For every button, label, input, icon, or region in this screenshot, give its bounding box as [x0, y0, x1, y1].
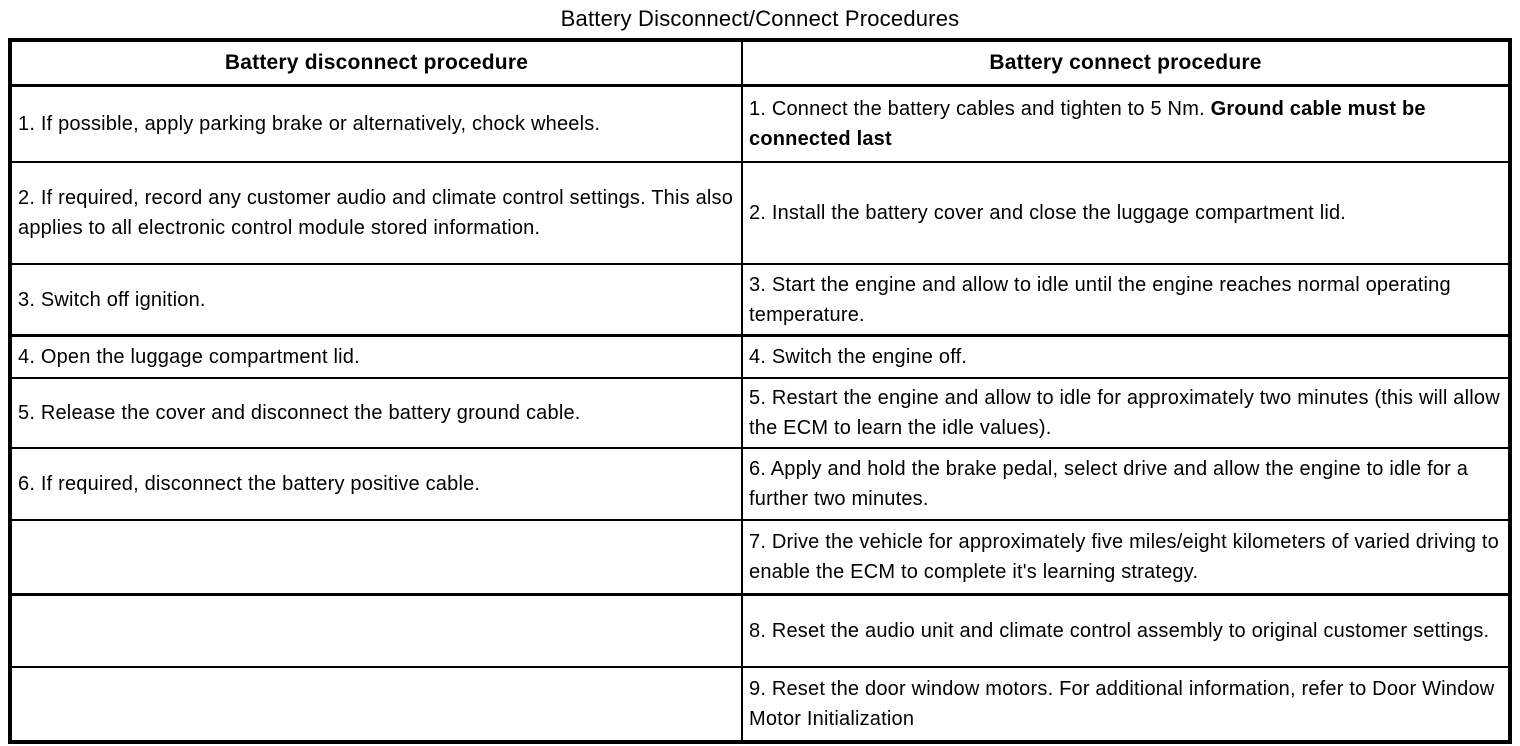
connect-step-8: 8. Reset the audio unit and climate control assembly to original customer settings.	[742, 595, 1510, 668]
disconnect-column-header: Battery disconnect procedure	[10, 40, 742, 86]
table-row	[10, 264, 1510, 336]
connect-step-5: 5. Restart the engine and allow to idle for approximately two minutes (this will allow the ECM to learn the idle values).	[742, 378, 1510, 448]
disconnect-empty-cell-9	[10, 667, 742, 742]
disconnect-empty-cell-8	[10, 595, 742, 668]
table-header-row	[10, 40, 1510, 86]
procedures-table	[8, 38, 1512, 744]
table-row	[10, 667, 1510, 742]
disconnect-step-3: 3. Switch off ignition.	[10, 264, 742, 336]
connect-step-6: 6. Apply and hold the brake pedal, select drive and allow the engine to idle for a further two minutes.	[742, 448, 1510, 520]
table-row	[10, 595, 1510, 668]
disconnect-empty-cell-7	[10, 520, 742, 595]
connect-step-1-text: 1. Connect the battery cables and tighten to 5 Nm.	[749, 98, 1211, 120]
connect-column-header: Battery connect procedure	[742, 40, 1510, 86]
disconnect-step-6: 6. If required, disconnect the battery positive cable.	[10, 448, 742, 520]
table-row	[10, 162, 1510, 264]
connect-step-1	[742, 86, 1510, 163]
connect-step-4: 4. Switch the engine off.	[742, 336, 1510, 379]
connect-step-2: 2. Install the battery cover and close the luggage compartment lid.	[742, 162, 1510, 264]
connect-step-3: 3. Start the engine and allow to idle until the engine reaches normal operating temperature.	[742, 264, 1510, 336]
disconnect-step-5: 5. Release the cover and disconnect the battery ground cable.	[10, 378, 742, 448]
connect-step-9: 9. Reset the door window motors. For additional information, refer to Door Window Motor Initialization	[742, 667, 1510, 742]
table-row	[10, 520, 1510, 595]
disconnect-step-1: 1. If possible, apply parking brake or alternatively, chock wheels.	[10, 86, 742, 163]
table-row	[10, 336, 1510, 379]
disconnect-step-4: 4. Open the luggage compartment lid.	[10, 336, 742, 379]
table-row	[10, 378, 1510, 448]
connect-step-7: 7. Drive the vehicle for approximately five miles/eight kilometers of varied driving to enable the ECM to complete it's learning strategy.	[742, 520, 1510, 595]
table-row	[10, 448, 1510, 520]
disconnect-step-2: 2. If required, record any customer audio and climate control settings. This also applies to all electronic control module stored information.	[10, 162, 742, 264]
page-title: Battery Disconnect/Connect Procedures	[560, 6, 960, 31]
bold-emphasis-text: Ground cable must be connected last	[749, 98, 1426, 150]
table-row	[10, 86, 1510, 163]
